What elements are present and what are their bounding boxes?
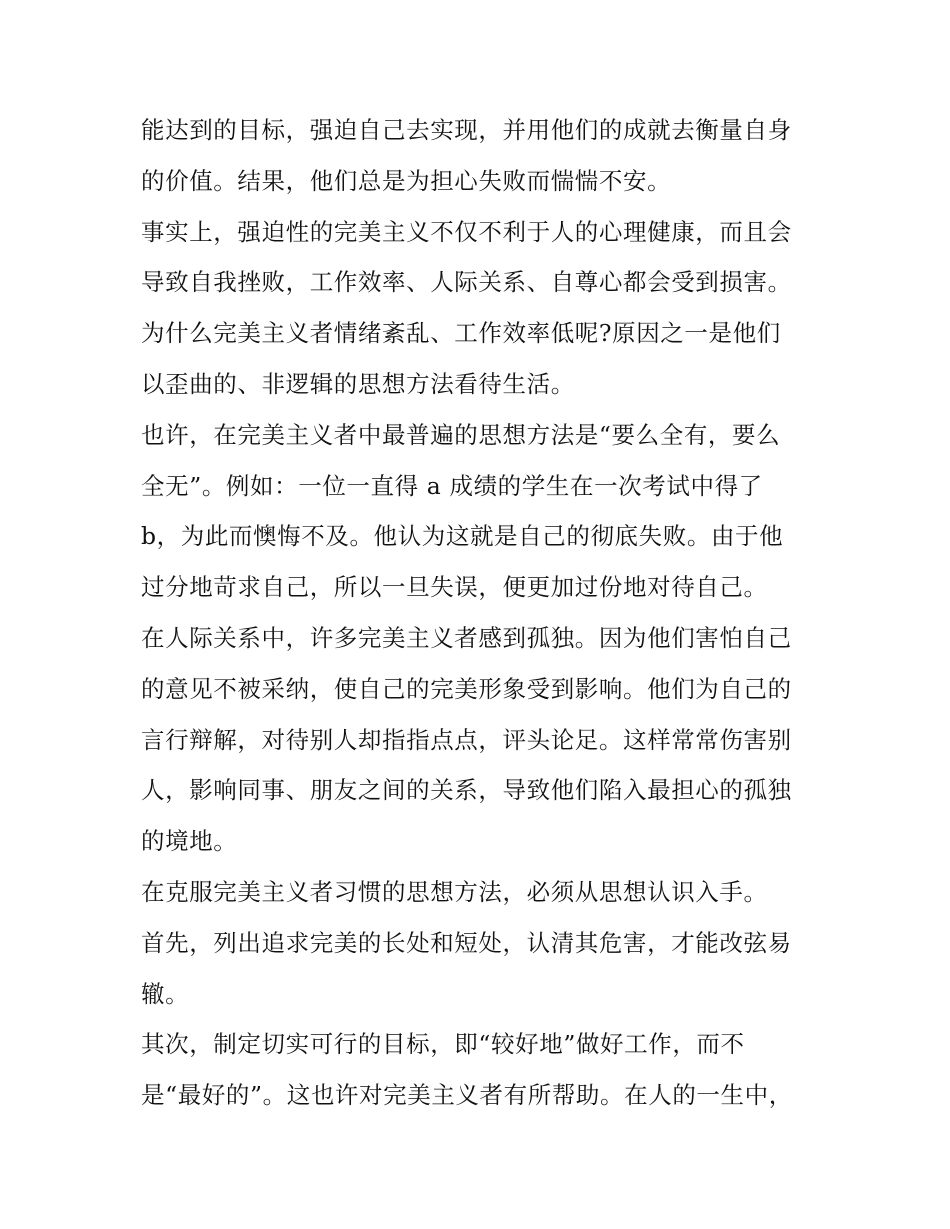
text-line: 的意见不被采纳，使自己的完美形象受到影响。他们为自己的 bbox=[141, 674, 792, 703]
text-line: 人，影响同事、朋友之间的关系，导致他们陷入最担心的孤独 bbox=[141, 776, 792, 805]
text-line: 其次，制定切实可行的目标，即“较好地”做好工作，而不 bbox=[141, 1030, 745, 1059]
text-line: 是“最好的”。这也许对完美主义者有所帮助。在人的一生中， bbox=[141, 1081, 793, 1110]
text-line: 在克服完美主义者习惯的思想方法，必须从思想认识入手。 bbox=[141, 877, 768, 906]
text-line: 辙。 bbox=[141, 979, 190, 1008]
text-line: 为什么完美主义者情绪紊乱、工作效率低呢?原因之一是他们 bbox=[141, 319, 781, 348]
text-line: 以歪曲的、非逻辑的思想方法看待生活。 bbox=[141, 369, 575, 398]
text-line: 首先，列出追求完美的长处和短处，认清其危害，才能改弦易 bbox=[141, 928, 792, 957]
text-line: 的价值。结果，他们总是为担心失败而惴惴不安。 bbox=[141, 166, 672, 195]
text-line: 导致自我挫败，工作效率、人际关系、自尊心都会受到损害。 bbox=[141, 268, 792, 297]
text-line: 事实上，强迫性的完美主义不仅不利于人的心理健康，而且会 bbox=[141, 217, 792, 246]
document-body bbox=[141, 105, 831, 1121]
text-line: b，为此而懊悔不及。他认为这就是自己的彻底失败。由于他 bbox=[141, 522, 784, 551]
text-line: 全无”。例如：一位一直得 a 成绩的学生在一次考试中得了 bbox=[141, 471, 763, 500]
text-line: 的境地。 bbox=[141, 827, 238, 856]
text-line: 过分地苛求自己，所以一旦失误，便更加过份地对待自己。 bbox=[141, 573, 768, 602]
text-line: 言行辩解，对待别人却指指点点，评头论足。这样常常伤害别 bbox=[141, 725, 792, 754]
text-line: 在人际关系中，许多完美主义者感到孤独。因为他们害怕自己 bbox=[141, 623, 792, 652]
text-line: 也许，在完美主义者中最普遍的思想方法是“要么全有，要么 bbox=[141, 420, 781, 449]
text-line: 能达到的目标，强迫自己去实现，并用他们的成就去衡量自身 bbox=[141, 116, 792, 144]
